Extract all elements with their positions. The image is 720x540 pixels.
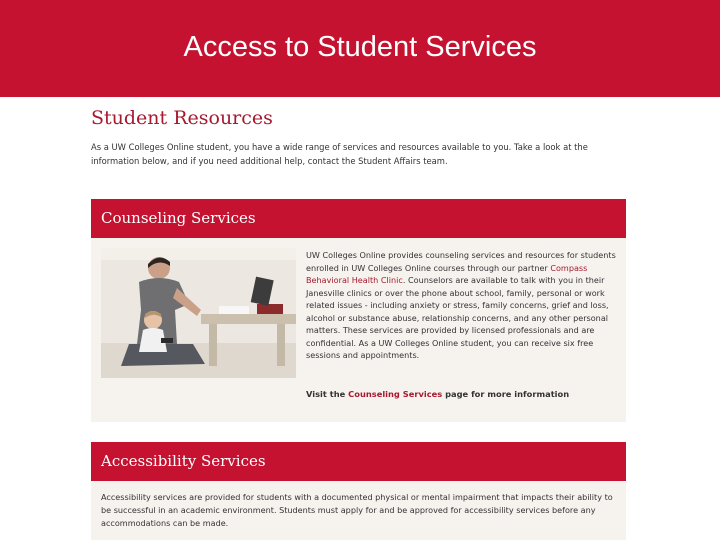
counseling-visit-line [306,389,618,399]
screenshot-page [91,97,626,540]
counseling-text-before: UW Colleges Online provides counseling services and resources for students enrolled in UW Colleges Online courses through our partner [306,250,616,273]
father-and-child-illustration [101,248,296,378]
student-resources-intro: As a UW Colleges Online student, you have a wide range of services and resources available to you. Take a look at the information below, and if you need additional help, contact the Student Affairs team. [91,142,588,166]
counseling-services-heading: Counseling Services [91,199,626,238]
counseling-services-card [91,199,626,422]
accessibility-services-heading: Accessibility Services [91,442,626,481]
slide-title: Access to Student Services [183,31,537,63]
accessibility-description: Accessibility services are provided for students with a documented physical or mental impairment that impacts their ability to be successful in an academic environment. Students must apply for and be approved for accessibility services before any accommodations can be made. [101,492,613,528]
father-and-child-photo [101,248,296,378]
compass-clinic-link[interactable]: Compass Behavioral Health Clinic [306,262,588,285]
slide-header-bar [0,0,720,97]
visit-prefix: Visit the [306,389,349,399]
counseling-services-link[interactable]: Counseling Services [348,389,443,399]
counseling-text-after: . Counselors are available to talk with you in their Janesville clinics or over the phone about school, family, personal or work related issues - including anxiety or stress, family concerns, grief and loss, alcohol or substance abuse, relationship concerns, and any other personal matters. These services are provided by licensed professionals and are confidential. As a UW Colleges Online student, you can receive six free sessions and appointments. [306,275,609,360]
visit-suffix: page for more information [442,389,570,399]
accessibility-services-card [91,442,626,540]
student-resources-heading: Student Resources [91,107,273,129]
counseling-description [306,249,618,362]
